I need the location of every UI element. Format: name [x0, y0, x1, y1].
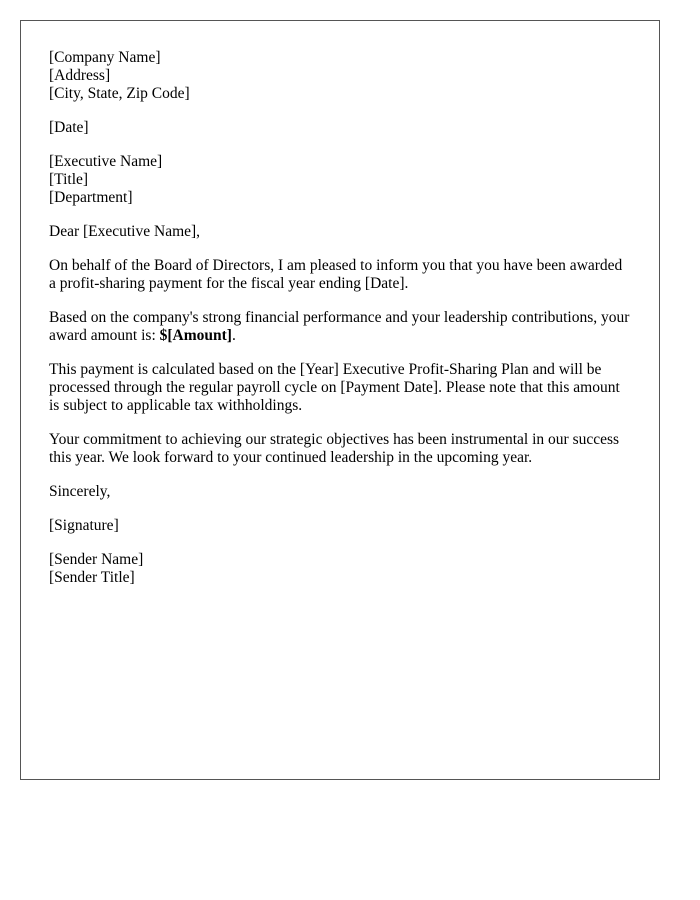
signature-placeholder: [Signature]: [49, 517, 119, 534]
letter-page: [20, 20, 660, 780]
company-city-state-zip: [City, State, Zip Code]: [49, 85, 190, 102]
recipient-title: [Title]: [49, 171, 89, 188]
award-intro-text: Based on the company's strong financial performance and your leadership contributions, your award amount is:: [49, 309, 630, 344]
letter-date: [Date]: [49, 119, 89, 136]
award-amount: $[Amount]: [159, 327, 232, 344]
award-period: .: [231, 327, 236, 344]
body-paragraph-3: This payment is calculated based on the [Year] Executive Profit-Sharing Plan and will be processed through the regular payroll cycle on [Payment Date]. Please note that this amount is subject to applicable tax withholdings.: [49, 361, 620, 414]
sender-address-block: [49, 49, 631, 103]
recipient-name: [Executive Name]: [49, 153, 163, 170]
closing: Sincerely,: [49, 483, 111, 500]
company-address: [Address]: [49, 67, 111, 84]
company-name: [Company Name]: [49, 49, 161, 66]
body-paragraph-4: Your commitment to achieving our strategic objectives has been instrumental in our success this year. We look forward to your continued leadership in the upcoming year.: [49, 431, 620, 466]
signoff-block: [49, 551, 631, 587]
salutation: Dear [Executive Name],: [49, 223, 201, 240]
recipient-block: [49, 153, 631, 207]
sender-title: [Sender Title]: [49, 569, 135, 586]
date-block: [49, 119, 631, 137]
sender-name: [Sender Name]: [49, 551, 144, 568]
body-paragraph-2: [49, 309, 631, 345]
recipient-department: [Department]: [49, 189, 133, 206]
body-paragraph-1: On behalf of the Board of Directors, I am pleased to inform you that you have been awarded a profit-sharing payment for the fiscal year ending [Date].: [49, 257, 623, 292]
